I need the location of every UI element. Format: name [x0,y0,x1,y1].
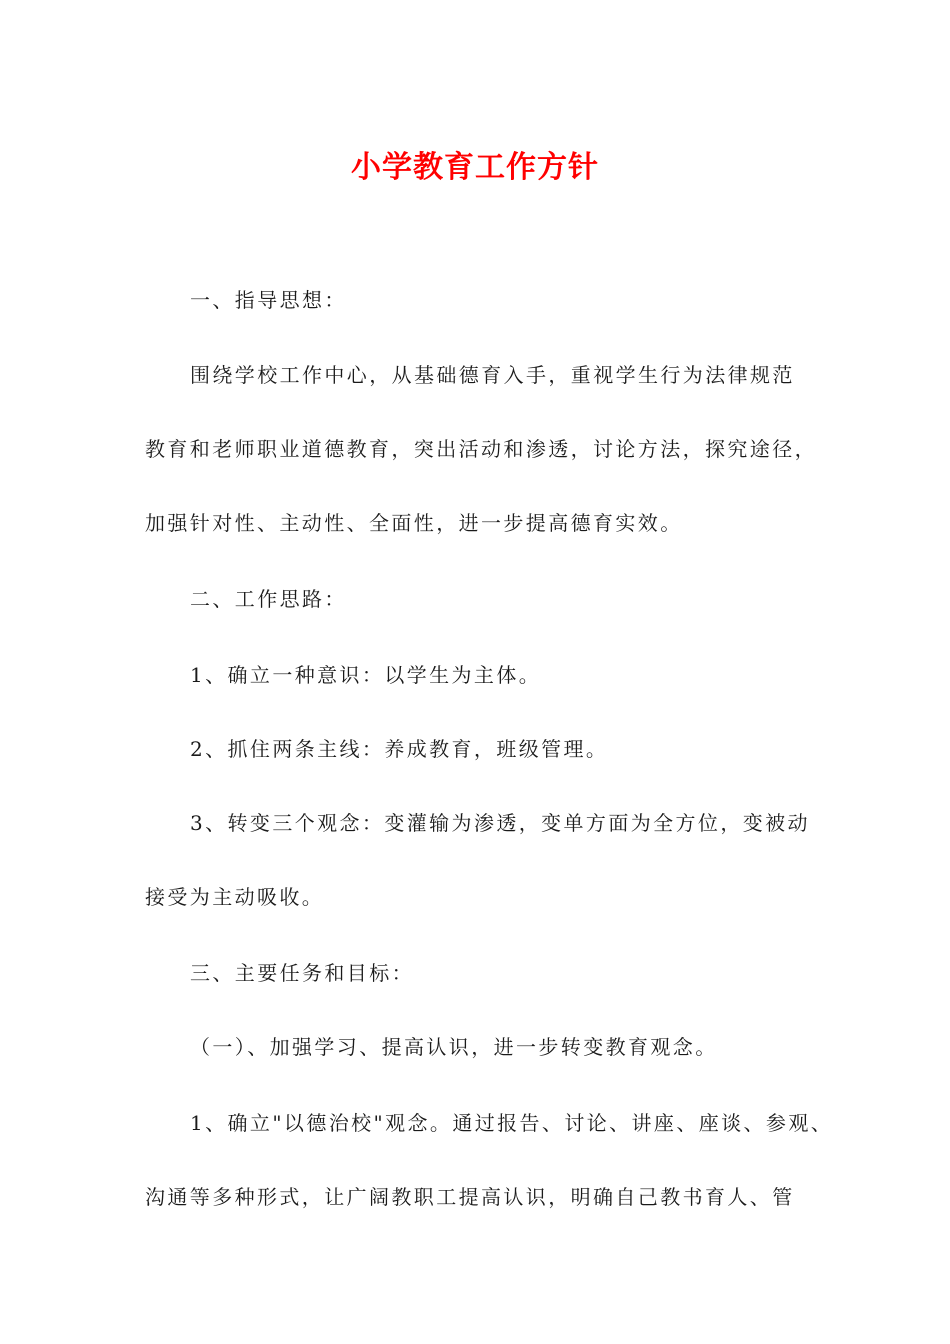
list-item: 2、抓住两条主线：养成教育，班级管理。 [190,737,609,761]
subsection-heading: （一）、加强学习、提高认识，进一步转变教育观念。 [190,1035,718,1059]
paragraph-line: 加强针对性、主动性、全面性，进一步提高德育实效。 [145,511,683,535]
list-item-continuation: 沟通等多种形式，让广阔教职工提高认识，明确自己教书育人、管 [145,1185,795,1209]
section-heading-work-approach: 二、工作思路： [190,587,347,611]
paragraph-line: 教育和老师职业道德教育，突出活动和渗透，讨论方法，探究途径， [145,437,817,461]
section-heading-tasks-goals: 三、主要任务和目标： [190,961,414,985]
document-title: 小学教育工作方针 [351,150,599,185]
section-heading-guiding-ideology: 一、指导思想： [190,288,347,312]
list-item: 1、确立一种意识：以学生为主体。 [190,663,542,687]
list-item-continuation: 接受为主动吸收。 [145,885,325,909]
paragraph-line: 围绕学校工作中心，从基础德育入手，重视学生行为法律规范 [190,363,795,387]
list-item: 3、转变三个观念：变灌输为渗透，变单方面为全方位，变被动 [190,811,810,835]
list-item: 1、确立"以德治校"观念。通过报告、讨论、讲座、座谈、参观、 [190,1111,834,1135]
